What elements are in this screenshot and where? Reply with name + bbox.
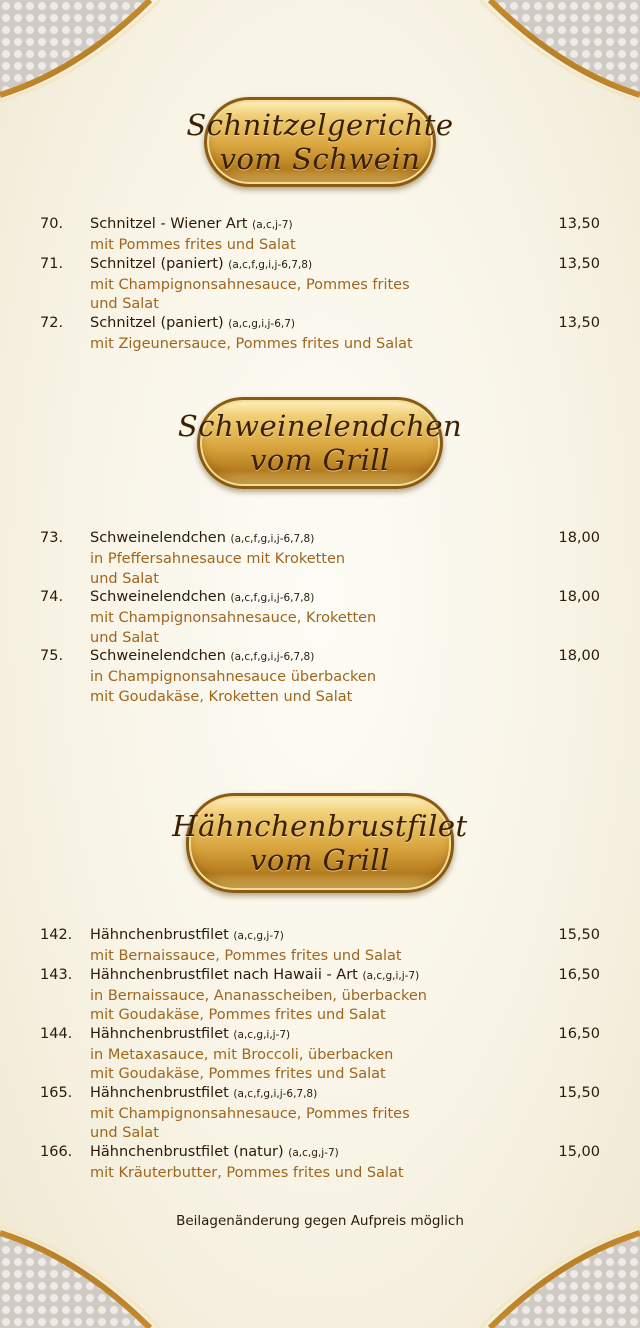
item-price: 18,00 (558, 589, 600, 605)
item-allergens: (a,c,j-7) (252, 219, 293, 231)
section-title-line: vom Grill (250, 443, 390, 477)
item-description: mit Goudakäse, Kroketten und Salat (90, 688, 353, 705)
item-name: Schweinelendchen (a,c,f,g,i,j-6,7,8) (90, 530, 315, 546)
menu-item (0, 256, 640, 315)
item-allergens: (a,c,f,g,i,j-6,7,8) (233, 1087, 318, 1100)
menu-item (0, 530, 640, 589)
section-title-line: vom Schwein (219, 142, 421, 176)
corner-ornament-bottom-left (0, 1218, 170, 1328)
item-number: 143. (40, 966, 73, 983)
item-name: Hähnchenbrustfilet nach Hawaii - Art (a,c,g,i,j-7) (90, 966, 420, 983)
item-name: Hähnchenbrustfilet (a,c,f,g,i,j-6,7,8) (90, 1084, 318, 1101)
item-name: Schweinelendchen (a,c,f,g,i,j-6,7,8) (90, 648, 315, 664)
item-description: in Champignonsahnesauce überbacken (90, 669, 377, 685)
corner-ornament-top-left (0, 0, 170, 110)
item-name: Schnitzel (paniert) (a,c,g,i,j-6,7) (90, 314, 295, 331)
item-allergens: (a,c,g,j-7) (233, 930, 284, 942)
item-allergens: (a,c,g,j-7) (288, 1146, 339, 1159)
section-title-line: Schnitzelgerichte (186, 107, 454, 142)
item-price: 16,50 (558, 966, 600, 983)
item-description: in Pfeffersahnesauce mit Kroketten (90, 551, 346, 567)
menu-item (0, 648, 640, 707)
item-description: in Bernaissauce, Ananasscheiben, überbacken (90, 987, 427, 1004)
item-description: mit Goudakäse, Pommes frites und Salat (90, 1066, 386, 1082)
item-number: 165. (40, 1084, 73, 1101)
menu-list-haehnchenbrustfilet (0, 927, 640, 1183)
menu-item (0, 967, 640, 1026)
item-price: 15,50 (558, 927, 600, 943)
item-number: 144. (40, 1025, 73, 1042)
footer-note: Beilagenänderung gegen Aufpreis möglich (176, 1213, 464, 1229)
item-price: 13,50 (558, 216, 600, 232)
item-description: mit Champignonsahnesauce, Kroketten (90, 610, 377, 626)
item-price: 13,50 (558, 255, 600, 272)
item-description: mit Pommes frites und Salat (90, 237, 296, 253)
item-number: 166. (40, 1143, 73, 1160)
item-allergens: (a,c,g,i,j-7) (233, 1028, 291, 1041)
item-price: 18,00 (558, 648, 600, 664)
item-price: 13,50 (558, 314, 600, 331)
item-description: und Salat (90, 296, 159, 312)
item-allergens: (a,c,g,i,j-7) (362, 969, 420, 982)
menu-item (0, 927, 640, 967)
item-number: 71. (40, 255, 64, 272)
item-number: 73. (40, 530, 64, 546)
item-description: in Metaxasauce, mit Broccoli, überbacken (90, 1046, 394, 1063)
item-allergens: (a,c,g,i,j-6,7) (228, 317, 295, 330)
corner-ornament-bottom-right (470, 1218, 640, 1328)
item-description: mit Kräuterbutter, Pommes frites und Salat (90, 1164, 404, 1181)
menu-item (0, 589, 640, 648)
item-number: 70. (40, 216, 64, 232)
item-description: mit Champignonsahnesauce, Pommes frites (90, 276, 410, 293)
item-description: mit Champignonsahnesauce, Pommes frites (90, 1105, 410, 1122)
item-price: 15,00 (558, 1143, 600, 1160)
menu-item (0, 1144, 640, 1184)
item-description: und Salat (90, 1125, 159, 1141)
item-description: mit Goudakäse, Pommes frites und Salat (90, 1007, 386, 1023)
item-number: 75. (40, 648, 64, 664)
menu-item (0, 216, 640, 256)
item-allergens: (a,c,f,g,i,j-6,7,8) (230, 533, 315, 545)
section-title-schweinelendchen (177, 397, 463, 489)
item-description: und Salat (90, 629, 159, 646)
item-allergens: (a,c,f,g,i,j-6,7,8) (230, 592, 315, 604)
menu-item (0, 1085, 640, 1144)
section-title-line: vom Grill (250, 843, 390, 877)
item-name: Schnitzel - Wiener Art (a,c,j-7) (90, 216, 293, 232)
corner-ornament-top-right (470, 0, 640, 110)
item-number: 74. (40, 589, 64, 605)
item-number: 72. (40, 314, 64, 331)
section-title-haehnchenbrustfilet (172, 793, 468, 893)
item-name: Hähnchenbrustfilet (a,c,g,i,j-7) (90, 1025, 291, 1042)
item-name: Hähnchenbrustfilet (a,c,g,j-7) (90, 927, 284, 943)
item-allergens: (a,c,f,g,i,j-6,7,8) (228, 258, 313, 271)
item-allergens: (a,c,f,g,i,j-6,7,8) (230, 651, 315, 663)
item-number: 142. (40, 927, 73, 943)
section-title-line: Hähnchenbrustfilet (172, 808, 468, 843)
menu-list-schnitzel (0, 216, 640, 354)
item-description: mit Zigeunersauce, Pommes frites und Salat (90, 335, 413, 352)
item-name: Schnitzel (paniert) (a,c,f,g,i,j-6,7,8) (90, 255, 313, 272)
item-name: Schweinelendchen (a,c,f,g,i,j-6,7,8) (90, 589, 315, 605)
item-price: 15,50 (558, 1084, 600, 1101)
menu-item (0, 315, 640, 355)
menu-list-schweinelendchen (0, 530, 640, 707)
section-title-schnitzel (186, 97, 454, 187)
item-price: 18,00 (558, 530, 600, 546)
section-title-line: Schweinelendchen (177, 408, 463, 443)
menu-item (0, 1026, 640, 1085)
item-price: 16,50 (558, 1025, 600, 1042)
item-name: Hähnchenbrustfilet (natur) (a,c,g,j-7) (90, 1143, 339, 1160)
item-description: mit Bernaissauce, Pommes frites und Salat (90, 948, 402, 964)
item-description: und Salat (90, 570, 159, 587)
